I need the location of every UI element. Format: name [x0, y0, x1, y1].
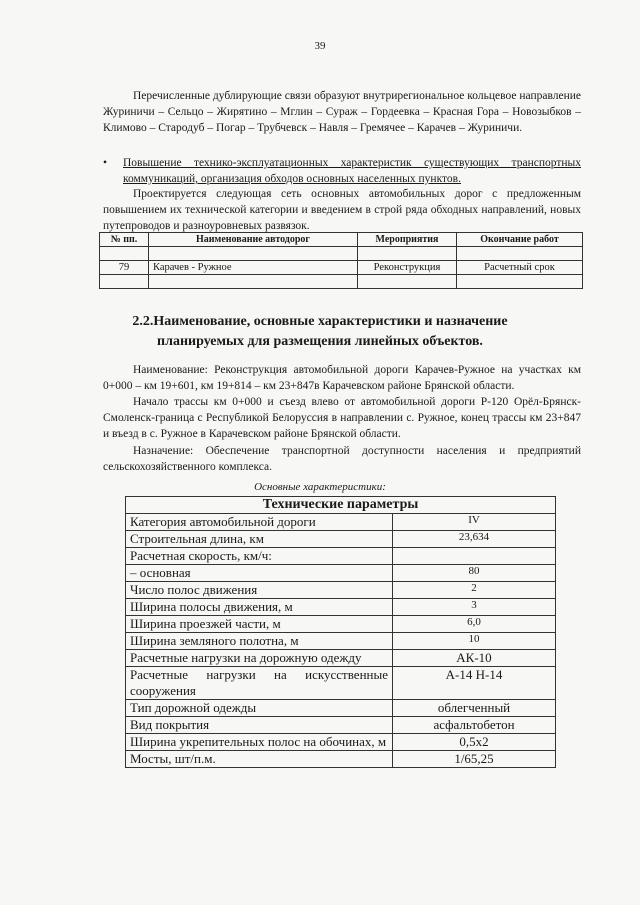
paragraph-ring-route: Перечисленные дублирующие связи образуют внутрирегиональное кольцевое направление Журиничи – Сельцо – Жирятино – Мглин – Сураж – Гордеевка – Красная Гора – Новозыбков – Климово – Стародуб – Погар – Трубчевск – Навля – Гремячее – Карачев – Журиничи. [103, 90, 581, 134]
table-row [126, 700, 556, 717]
param-value: 23,634 [393, 531, 556, 548]
column-header: Мероприятия [358, 233, 457, 247]
param-name: Число полос движения [126, 582, 393, 599]
param-value: А-14 Н-14 [393, 667, 556, 700]
table-row [126, 548, 556, 565]
table-row [126, 599, 556, 616]
table-row [126, 565, 556, 582]
paragraph-network: Проектируется следующая сеть основных автомобильных дорог с предложенным повышением их технической категории и введением в строй ряда обходных направлений, новых путепроводов и разноуровневых развязок. [103, 188, 581, 232]
column-header: Окончание работ [457, 233, 583, 247]
param-value: АК-10 [393, 650, 556, 667]
param-name: Ширина проезжей части, м [126, 616, 393, 633]
param-name: Расчетные нагрузки на дорожную одежду [126, 650, 393, 667]
paragraph-purpose: Назначение: Обеспечение транспортной доступности населения и предприятий сельскохозяйственного комплекса. [103, 445, 581, 473]
table-row [126, 734, 556, 751]
table-row-empty [100, 247, 583, 261]
cell-road-name: Карачев - Ружное [149, 261, 358, 275]
empty-cell [358, 275, 457, 289]
paragraph-route: Начало трассы км 0+000 и съезд влево от автомобильной дороги Р-120 Орёл-Брянск-Смоленск-граница с Республикой Белоруссия в направлении с. Ружное, конец трассы км 23+847 и въезд в с. Ружное в Карачевском районе Брянской области. [103, 396, 581, 440]
table-row [126, 751, 556, 768]
param-value: 6,0 [393, 616, 556, 633]
cell-number: 79 [100, 261, 149, 275]
table-row [126, 633, 556, 650]
param-name: Ширина полосы движения, м [126, 599, 393, 616]
table-row [126, 514, 556, 531]
param-name: – основная [126, 565, 393, 582]
param-value: 1/65,25 [393, 751, 556, 768]
param-name: Ширина земляного полотна, м [126, 633, 393, 650]
roads-table [99, 232, 583, 289]
table-row [126, 616, 556, 633]
param-name: Строительная длина, км [126, 531, 393, 548]
empty-cell [457, 247, 583, 261]
param-name: Расчетная скорость, км/ч: [126, 548, 393, 565]
param-name: Вид покрытия [126, 717, 393, 734]
param-value: 3 [393, 599, 556, 616]
param-name: Категория автомобильной дороги [126, 514, 393, 531]
empty-cell [358, 247, 457, 261]
roads-table-header [100, 233, 583, 247]
param-name: Тип дорожной одежды [126, 700, 393, 717]
technical-parameters-table [125, 496, 556, 768]
param-value: 80 [393, 565, 556, 582]
param-name: Расчетные нагрузки на искусственные сооружения [126, 667, 393, 700]
params-table-header: Технические параметры [126, 497, 556, 514]
empty-cell [457, 275, 583, 289]
cell-completion: Расчетный срок [457, 261, 583, 275]
param-value: IV [393, 514, 556, 531]
page-number: 39 [314, 40, 326, 52]
bullet-icon: • [103, 157, 108, 169]
empty-cell [149, 247, 358, 261]
param-value [393, 548, 556, 565]
cell-activity: Реконструкция [358, 261, 457, 275]
table-row [126, 717, 556, 734]
param-name: Ширина укрепительных полос на обочинах, м [126, 734, 393, 751]
table-caption: Основные характеристики: [254, 481, 386, 493]
table-row [126, 650, 556, 667]
param-name: Мосты, шт/п.м. [126, 751, 393, 768]
empty-cell [100, 275, 149, 289]
table-row [126, 531, 556, 548]
param-value: облегченный [393, 700, 556, 717]
param-value: 2 [393, 582, 556, 599]
param-value: 0,5х2 [393, 734, 556, 751]
bullet-item [103, 155, 581, 187]
param-value: асфальтобетон [393, 717, 556, 734]
empty-cell [149, 275, 358, 289]
section-title: 2.2.Наименование, основные характеристики и назначение планируемых для размещения линейных объектов. [132, 314, 508, 349]
paragraph-name: Наименование: Реконструкция автомобильной дороги Карачев-Ружное на участках км 0+000 – км 19+601, км 19+814 – км 23+847в Карачевском районе Брянской области. [103, 364, 581, 392]
table-row [126, 667, 556, 700]
param-value: 10 [393, 633, 556, 650]
column-header: № пп. [100, 233, 149, 247]
table-row [126, 582, 556, 599]
bullet-text: Повышение технико-эксплуатационных характеристик существующих транспортных коммуникаций, организация обходов основных населенных пунктов. [123, 157, 581, 185]
table-row [100, 261, 583, 275]
column-header: Наименование автодорог [149, 233, 358, 247]
empty-cell [100, 247, 149, 261]
table-row-empty [100, 275, 583, 289]
